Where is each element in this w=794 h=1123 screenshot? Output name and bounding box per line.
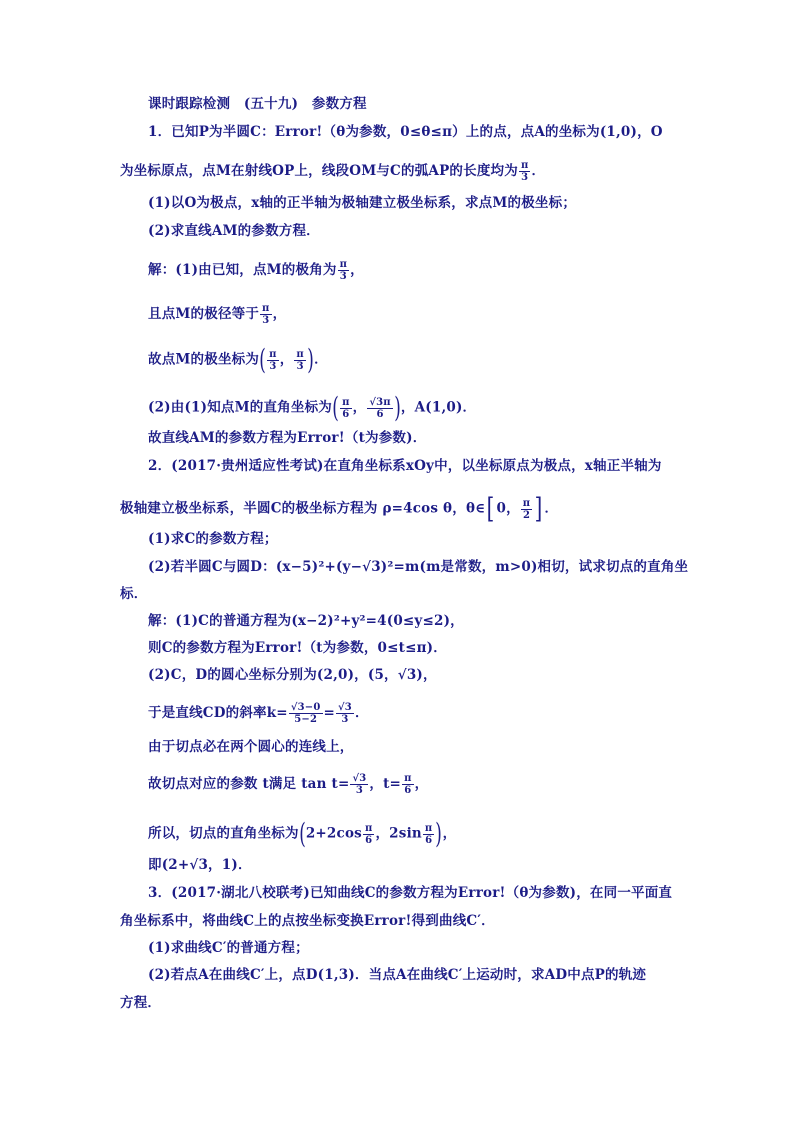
problem-2-solution-5: 由于切点必在两个圆心的连线上， (148, 739, 354, 755)
problem-3-question-2: (2)若点A在曲线C′上，点D(1,3)．当点A在曲线C′上运动时，求AD中点P的轨迹 (148, 967, 647, 983)
problem-1-solution-3: 故点M的极坐标为( $\frac{\pi}{3}$ ， $\frac{\pi}{3}$ )． (148, 343, 328, 376)
problem-1-line-1: 1．已知P为半圆C：Error!（θ为参数，0≤θ≤π）上的点，点A的坐标为(1,0)，O (148, 124, 663, 140)
problem-2-solution-4: 于是直线CD的斜率k= $\frac{√3-0}{5-2}$ = $\frac{√3}{3}$ ． (148, 702, 369, 725)
problem-2-solution-8: 即(2+√3，1)． (148, 857, 252, 873)
problem-2-question-2-cont: 标． (120, 586, 148, 602)
fraction-pi-over-3: $\frac{\pi}{3}$ (339, 259, 348, 282)
problem-2-solution-2: 则C的参数方程为Error!（t为参数，0≤t≤π)． (148, 640, 447, 656)
problem-2-question-2: (2)若半圆C与圆D：(x−5)²+(y−√3)²=m(m是常数，m>0)相切，试求切点的直角坐 (148, 559, 689, 575)
problem-3-line-1: 3．(2017·湖北八校联考)已知曲线C的参数方程为Error!（θ为参数)，在同一平面直 (148, 885, 673, 901)
fraction-pi-over-3: $\frac{\pi}{3}$ (262, 303, 270, 326)
page-title: 课时跟踪检测 (五十九) 参数方程 (148, 96, 367, 112)
problem-2-line-2: 极轴建立极坐标系，半圆C的极坐标方程为 ρ=4cos θ，θ∈[ 0， $\frac{\pi}{2}$ ] ． (120, 492, 559, 525)
problem-2-solution-3: (2)C，D的圆心坐标分别为(2,0)，(5，√3)， (148, 667, 437, 683)
problem-1-solution-4: (2)由(1)知点M的直角坐标为( $\frac{\pi}{6}$ ， $\frac{√3\pi}{6}$ )，A(1,0)． (148, 391, 477, 424)
problem-1-question-2: (2)求直线AM的参数方程． (148, 223, 320, 239)
problem-3-question-1: (1)求曲线C′的普通方程； (148, 940, 309, 956)
problem-3-question-2-cont: 方程． (120, 995, 162, 1011)
problem-2-solution-7: 所以，切点的直角坐标为(2+2cos $\frac{\pi}{6}$ ，2sin $\frac{\pi}{6}$ )， (148, 817, 457, 850)
problem-2-question-1: (1)求C的参数方程； (148, 531, 278, 547)
problem-3-line-2: 角坐标系中，将曲线C上的点按坐标变换Error!得到曲线C′． (120, 913, 495, 929)
problem-2-solution-1: 解：(1)C的普通方程为(x−2)²+y²=4(0≤y≤2)， (148, 613, 464, 629)
problem-2-solution-6: 故切点对应的参数 t满足 tan t= $\frac{√3}{3}$ ，t= $\frac{\pi}{6}$ ， (148, 773, 429, 796)
fraction-pi-over-3: $\frac{\pi}{3}$ (520, 160, 529, 183)
problem-2-line-1: 2．(2017·贵州适应性考试)在直角坐标系xOy中，以坐标原点为极点，x轴正半轴为 (148, 458, 662, 474)
problem-1-question-1: (1)以O为极点，x轴的正半轴为极轴建立极坐标系，求点M的极坐标； (148, 195, 577, 211)
problem-1-line-2: 为坐标原点，点M在射线OP上，线段OM与C的弧AP的长度均为 $\frac{\pi}{3}$ ． (120, 160, 546, 183)
problem-1-solution-5: 故直线AM的参数方程为Error!（t为参数)． (148, 430, 427, 446)
problem-1-solution-1: 解：(1)由已知，点M的极角为 $\frac{\pi}{3}$ ， (148, 259, 364, 282)
problem-1-solution-2: 且点M的极径等于 $\frac{\pi}{3}$ ， (148, 303, 287, 326)
